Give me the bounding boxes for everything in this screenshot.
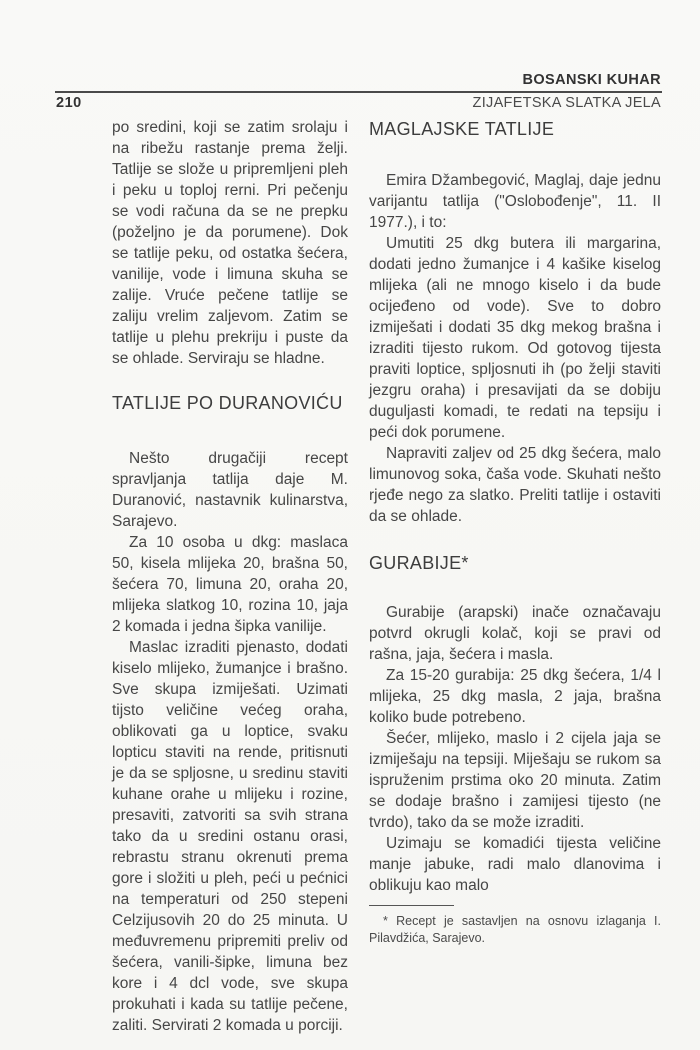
paragraph-ingredients: Za 15-20 gurabija: 25 dkg šećera, 1/4 l mlijeka, 25 dkg masla, 2 jaja, brašna koliko bude potrebeno. <box>369 667 661 726</box>
paragraph: Gurabije (arapski) inače označavaju potvrd okrugli kolač, koji se pravi od rašna, jaja, šećera i masla. <box>369 604 661 663</box>
paragraph-continuation: po sredini, koji se zatim srolaju i na ribežu rastanje prema želji. Tatlije se slože u pripremljeni pleh i peku u toploj rerni. Pri pečenju se vodi računa da se ne prepku (poželjno je da porumene). Dok se tatlije peku, od ostatka šećera, vanilije, vode i limuna skuha se zalije. Vruće pečene tatlije se zaliju vrelim zaljevom. Zatim se tatlije u plehu prekriju i puste da se ohlade. Serviraju se hladne. <box>112 119 348 367</box>
page-number: 210 <box>56 95 82 111</box>
recipe-title-gurabije: GURABIJE* <box>369 553 469 573</box>
paragraph-instructions: Šećer, mlijeko, maslo i 2 cijela jaja se izmiješaju na tepsiji. Miješaju se rukom sa ispruženim prstima oko 20 minuta. Zatim se dodaje brašno i zamijesi tijesto (ne tvrdo), tako da se može izraditi. <box>369 730 661 831</box>
two-column-body <box>112 117 661 1036</box>
book-title: BOSANSKI KUHAR <box>522 72 661 88</box>
paragraph: Uzimaju se komadići tijesta veličine manje jabuke, radi malo dlanovima i oblikuju kao malo <box>369 835 661 894</box>
paragraph-ingredients: Za 10 osoba u dkg: maslaca 50, kisela mlijeka 20, brašna 50, šećera 70, limuna 20, oraha 20, mlijeka slatkog 10, rozina 10, jaja 2 komada i jedna šipka vanilije. <box>112 534 348 635</box>
footnote-text: * Recept je sastavljen na osnovu izlaganja I. Pilavdžića, Sarajevo. <box>369 914 661 945</box>
left-column <box>112 117 348 1036</box>
paragraph-instructions: Umutiti 25 dkg butera ili margarina, dodati jedno žumanjce i 4 kašike kiselog mlijeka (ali ne mnogo kiselo i da bude ocijeđeno od vode). Sve to dobro izmiješati i dodati 35 dkg mekog brašna i izraditi tijesto rukom. Od gotovog tijesta praviti loptice, spljosnuti ih (po želji staviti jezgru oraha) i presavijati da se dobiju duguljasti komadi, te redati na tepsiju i peći dok porumene. <box>369 235 661 441</box>
page-header <box>55 72 662 111</box>
right-column <box>369 117 661 947</box>
footnote-divider-rule <box>369 905 454 906</box>
paragraph: Nešto drugačiji recept spravljanja tatlija daje M. Duranović, nastavnik kulinarstva, Sarajevo. <box>112 450 348 530</box>
paragraph: Emira Džambegović, Maglaj, daje jednu varijantu tatlija ("Oslobođenje", 11. II 1977.), i to: <box>369 172 661 231</box>
chapter-title: ZIJAFETSKA SLATKA JELA <box>472 95 661 111</box>
recipe-title-maglajske-tatlije: MAGLAJSKE TATLIJE <box>369 119 555 139</box>
paragraph: Napraviti zaljev od 25 dkg šećera, malo limunovog soka, čaša vode. Skuhati nešto rjeđe nego za slatko. Preliti tatlije i ostaviti da se ohlade. <box>369 445 661 525</box>
recipe-title-tatlije-po-duranovicu: TATLIJE PO DURANOVIĆU <box>112 393 343 413</box>
paragraph-instructions: Maslac izraditi pjenasto, dodati kiselo mlijeko, žumanjce i brašno. Sve skupa izmiješati. Uzimati tijsto veličine većeg oraha, oblikovati ga u loptice, svaku lopticu staviti na rende, pritisnuti je da se spljosne, u sredinu staviti kuhane orahe u mlijeku i rozine, presaviti, zatvoriti sa svih strana tako da u sredini ostanu orasi, rebrastu stranu okrenuti prema gore i složiti u pleh, peći u pećnici na temperaturi od 250 stepeni Celzijusovih 20 do 25 minuta. U međuvremenu pripremiti preliv od šećera, vanili-šipke, limuna bez kore i 4 dcl vode, sve skupa prokuhati i kada su tatlije pečene, zaliti. Servirati 2 komada u porciji. <box>112 639 348 1034</box>
footnote-block <box>369 905 661 947</box>
header-row <box>55 93 662 111</box>
